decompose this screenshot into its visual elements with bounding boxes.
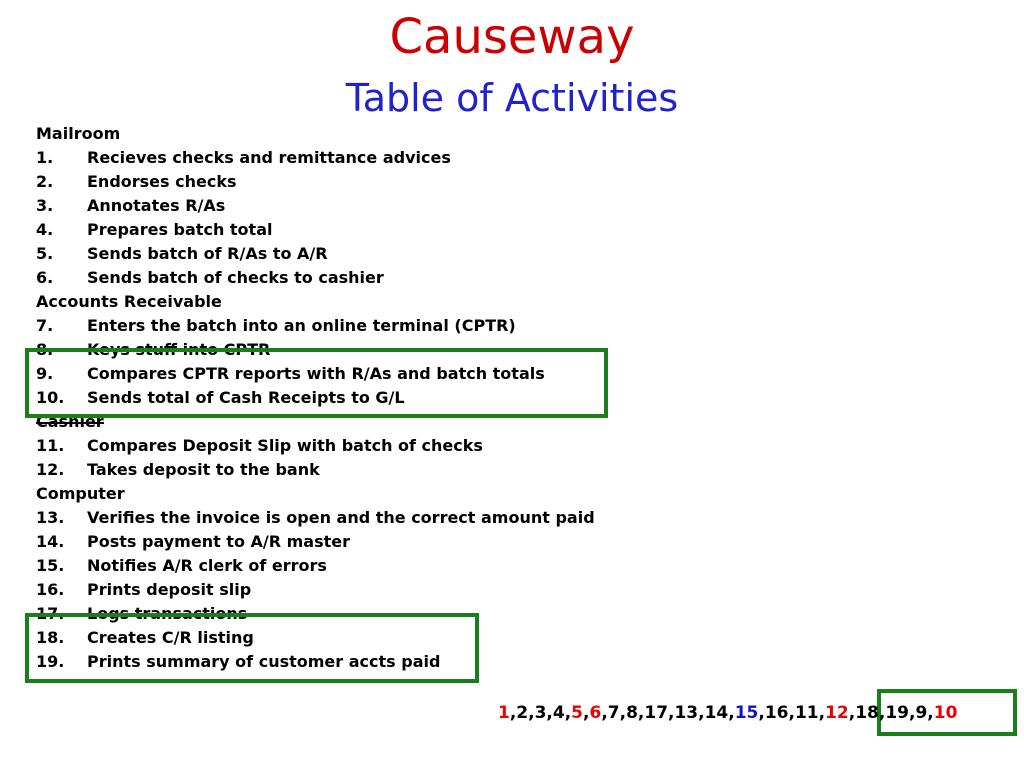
activity-number: 14. [36,532,65,551]
activity-text: Compares Deposit Slip with batch of checks [87,436,483,455]
strikethrough-line [36,614,247,616]
activity-number: 7. [36,316,54,335]
activity-number: 10. [36,388,65,407]
activity-number: 1. [36,148,54,167]
activity-text: Compares CPTR reports with R/As and batch totals [87,364,545,383]
activity-text: Sends total of Cash Receipts to G/L [87,388,405,407]
section-header-label: Mailroom [36,124,121,143]
activity-item [36,506,595,530]
activity-text: Sends batch of checks to cashier [87,268,384,287]
activity-number: 9. [36,364,54,383]
activity-item [36,602,595,626]
activity-item [36,458,595,482]
activity-number: 6. [36,268,54,287]
activity-number: 16. [36,580,65,599]
activity-sequence [498,703,957,723]
activity-text: Prepares batch total [87,220,273,239]
sequence-segment: 15 [734,703,759,723]
activity-number: 2. [36,172,54,191]
section-header [36,122,595,146]
activity-item [36,530,595,554]
activity-item [36,386,595,410]
activity-item [36,554,595,578]
sequence-segment: ,16,11, [758,703,826,723]
activity-text: Posts payment to A/R master [87,532,351,551]
sequence-segment: 6 [589,703,602,723]
activity-number: 15. [36,556,65,575]
section-header [36,290,595,314]
activity-item [36,146,595,170]
activity-item [36,266,595,290]
activity-text: Endorses checks [87,172,237,191]
page-subtitle: Table of Activities [345,76,679,120]
activity-text: Prints summary of customer accts paid [87,652,441,671]
sequence-segment: ,7,8,17,13,14, [601,703,735,723]
sequence-segment: 10 [933,703,958,723]
section-header-label: Accounts Receivable [36,292,222,311]
activity-number: 13. [36,508,65,527]
activity-item [36,650,595,674]
sequence-segment: 5 [571,703,584,723]
activity-item [36,242,595,266]
activity-text: Enters the batch into an online terminal (CPTR) [87,316,516,335]
activity-number: 3. [36,196,54,215]
strikethrough-line [36,350,270,352]
activity-item [36,362,595,386]
sequence-segment: , [583,703,590,723]
activity-number: 5. [36,244,54,263]
activity-item [36,218,595,242]
activity-text: Verifies the invoice is open and the correct amount paid [87,508,595,527]
sequence-segment: 1 [498,703,510,723]
section-header [36,410,595,434]
activity-text: Prints deposit slip [87,580,252,599]
activity-item [36,338,595,362]
activity-item [36,194,595,218]
activity-number: 4. [36,220,54,239]
activity-text: Sends batch of R/As to A/R [87,244,328,263]
activity-text: Creates C/R listing [87,628,254,647]
page-title: Causeway [389,9,635,65]
strikethrough-line [36,422,104,424]
activity-text: Recieves checks and remittance advices [87,148,451,167]
activity-item [36,578,595,602]
activity-number: 18. [36,628,65,647]
activity-item [36,434,595,458]
section-header-label: Computer [36,484,125,503]
activity-number: 12. [36,460,65,479]
activity-text: Annotates R/As [87,196,226,215]
sequence-segment: ,18,19,9, [848,703,934,723]
activity-list [36,122,595,674]
activity-item [36,314,595,338]
activity-item [36,626,595,650]
activity-number: 19. [36,652,65,671]
sequence-segment: ,2,3,4, [509,703,572,723]
activity-item [36,170,595,194]
activity-number: 11. [36,436,65,455]
activity-text: Takes deposit to the bank [87,460,320,479]
activity-text: Notifies A/R clerk of errors [87,556,327,575]
sequence-segment: 12 [825,703,849,723]
section-header [36,482,595,506]
